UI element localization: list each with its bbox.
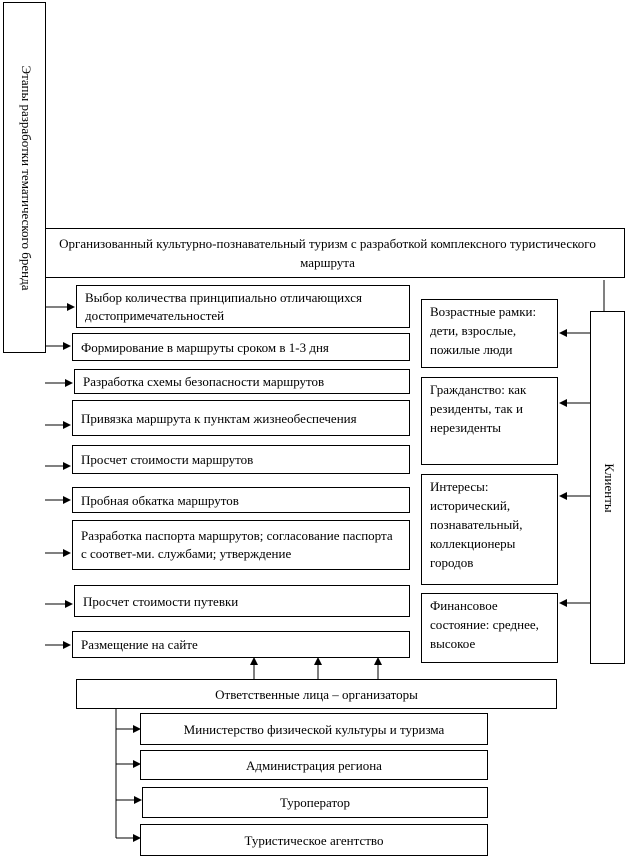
step-box-9	[72, 631, 410, 658]
step-text-7: Разработка паспорта маршрутов; согласование паспорта с соответ-ми. службами; утверждение	[81, 528, 393, 561]
step-box-6	[72, 487, 410, 513]
stages-box	[3, 2, 46, 353]
step-box-3	[74, 369, 410, 394]
client-box-interests	[421, 474, 558, 585]
organizer-box-administration	[140, 750, 488, 780]
title-box	[40, 228, 625, 278]
step-box-2	[72, 333, 410, 361]
organizer-text-agency: Туристическое агентство	[244, 832, 384, 848]
step-box-4	[72, 400, 410, 436]
client-text-citizenship: Гражданство: как резиденты, так и нерезиденты	[430, 382, 527, 435]
step-text-1: Выбор количества принципиально отличающихся достопримечательностей	[85, 289, 362, 323]
title-text: Организованный культурно-познавательный туризм с разработкой комплексного туристического маршрута	[59, 236, 596, 270]
organizer-text-administration: Администрация региона	[246, 757, 382, 773]
step-text-4: Привязка маршрута к пунктам жизнеобеспечения	[81, 410, 357, 426]
step-box-5	[72, 445, 410, 474]
step-box-1	[76, 285, 410, 328]
organizer-box-agency	[140, 824, 488, 856]
organizer-box-touroperator	[142, 787, 488, 818]
clients-label: Клиенты	[602, 463, 617, 513]
organizer-text-touroperator: Туроператор	[280, 795, 350, 810]
step-text-2: Формирование в маршруты сроком в 1-3 дня	[81, 339, 329, 355]
step-box-8	[74, 585, 410, 617]
step-text-6: Пробная обкатка маршрутов	[81, 492, 239, 508]
client-text-interests: Интересы: исторический, познавательный, коллекционеры городов	[430, 479, 523, 570]
step-text-9: Размещение на сайте	[81, 637, 198, 652]
client-box-age	[421, 299, 558, 368]
client-box-citizenship	[421, 377, 558, 465]
stages-label: Этапы разработки тематического бренда	[19, 65, 34, 291]
clients-box	[590, 311, 625, 664]
organizers-box	[76, 679, 557, 709]
step-text-8: Просчет стоимости путевки	[83, 593, 239, 609]
client-text-age: Возрастные рамки: дети, взрослые, пожилые люди	[430, 304, 537, 357]
client-box-finance	[421, 593, 558, 663]
organizer-box-ministry	[140, 713, 488, 745]
step-text-3: Разработка схемы безопасности маршрутов	[83, 374, 325, 389]
step-text-5: Просчет стоимости маршрутов	[81, 452, 254, 467]
organizers-text: Ответственные лица – организаторы	[215, 686, 418, 702]
organizer-text-ministry: Министерство физической культуры и туризма	[183, 721, 445, 737]
client-text-finance: Финансовое состояние: среднее, высокое	[430, 598, 539, 651]
step-box-7	[72, 520, 410, 570]
